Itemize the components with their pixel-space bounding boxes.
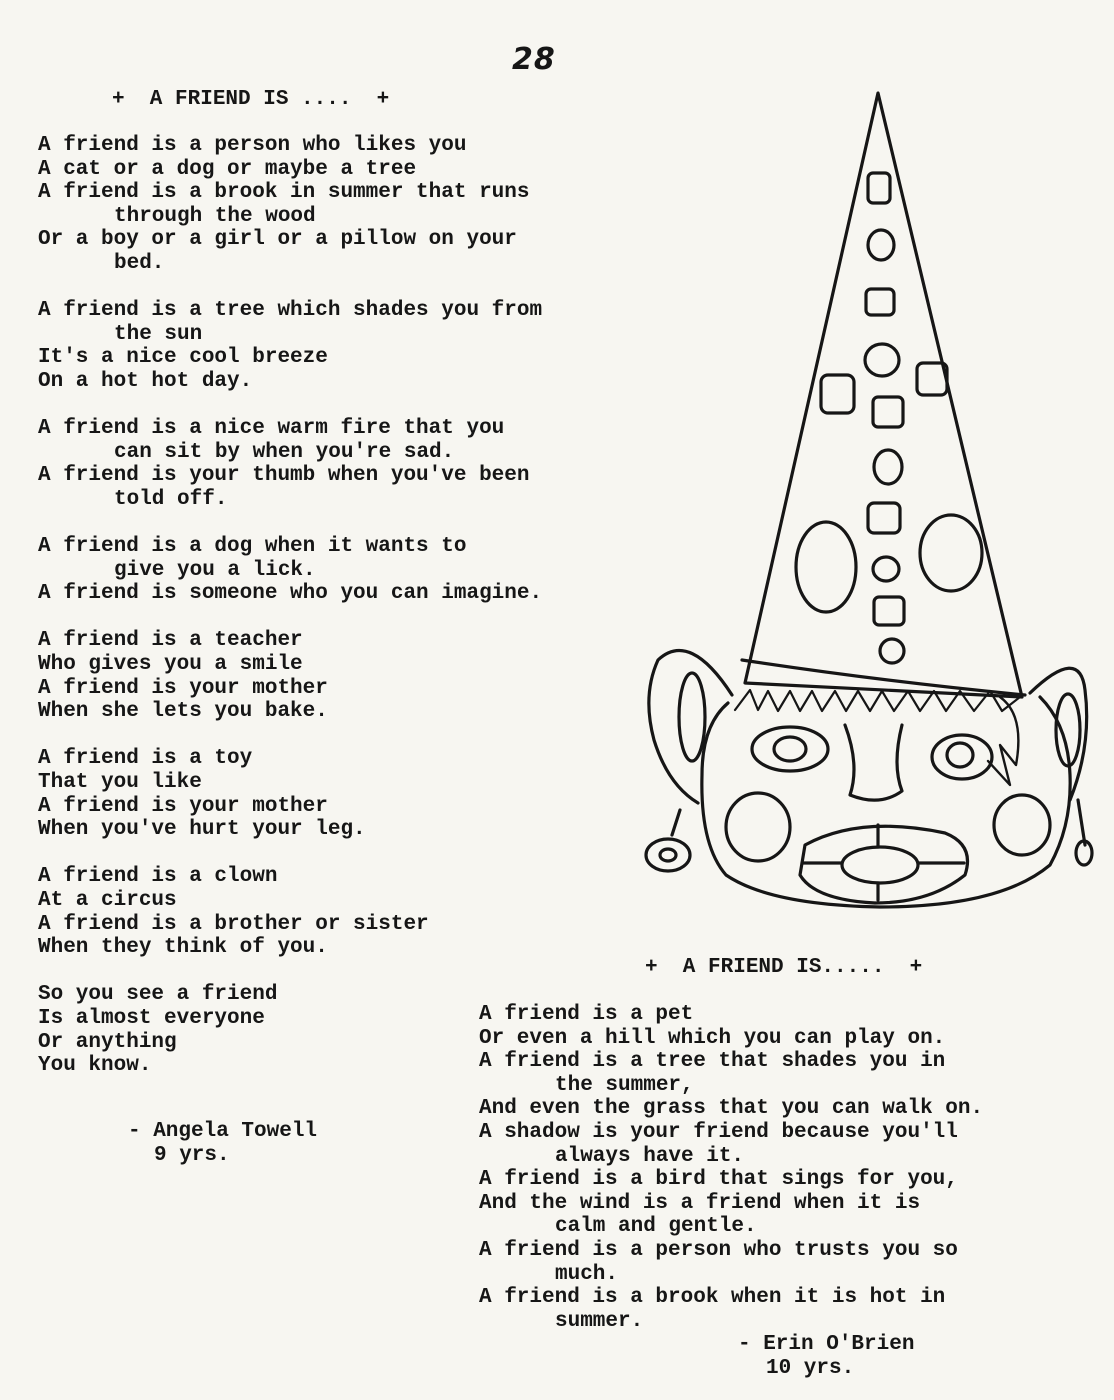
poem-line: A shadow is your friend because you'll — [479, 1120, 958, 1144]
poem-line: can sit by when you're sad. — [114, 440, 455, 464]
poem-line: always have it. — [555, 1144, 745, 1168]
poem-line: A friend is a tree that shades you in — [479, 1050, 946, 1074]
poem-line: calm and gentle. — [555, 1215, 757, 1239]
poem-line: A friend is a brother or sister — [38, 912, 429, 936]
poem-line: told off. — [114, 487, 228, 511]
poem2-age: 10 yrs. — [766, 1357, 855, 1380]
poem-line: A friend is a teacher — [38, 629, 303, 653]
poem-line: A friend is a clown — [38, 865, 278, 889]
poem-line: A friend is a brook in summer that runs — [38, 181, 530, 205]
stanza — [38, 983, 542, 1077]
poem-line: A friend is your mother — [38, 794, 328, 818]
poem-line: bed. — [114, 251, 165, 275]
poem-line: through the wood — [114, 204, 316, 228]
poem-line: Or a boy or a girl or a pillow on your — [38, 228, 517, 252]
poem-line: A friend is your thumb when you've been — [38, 464, 530, 488]
poem-line: give you a lick. — [114, 558, 316, 582]
poem-line: the sun — [114, 322, 203, 346]
poem-line: A friend is a nice warm fire that you — [38, 417, 505, 441]
poem-line: On a hot hot day. — [38, 369, 253, 393]
page-number: 28 — [512, 42, 556, 77]
stanza — [38, 629, 542, 723]
poem-line: At a circus — [38, 889, 177, 912]
poem-line: much. — [555, 1262, 619, 1286]
poem-line: A friend is a dog when it wants to — [38, 535, 467, 559]
poem-line: A friend is a person who likes you — [38, 134, 467, 157]
stanza — [38, 417, 542, 511]
poem-line: When she lets you bake. — [38, 700, 328, 724]
poem2-heading: + A FRIEND IS..... + — [645, 956, 923, 979]
poem-line: A friend is a bird that sings for you, — [479, 1168, 958, 1192]
poem-line: You know. — [38, 1054, 152, 1078]
poem-line: summer. — [555, 1309, 644, 1333]
poem-line: Or even a hill which you can play on. — [479, 1026, 946, 1050]
poem-line: A friend is a brook when it is hot in — [479, 1286, 946, 1310]
poem1-author: - Angela Towell — [128, 1120, 318, 1143]
poem-line: A cat or a dog or maybe a tree — [38, 157, 417, 181]
poem-line: A friend is your mother — [38, 676, 328, 700]
poem-line: Or anything — [38, 1030, 177, 1054]
poem-line: A friend is someone who you can imagine. — [38, 582, 543, 606]
poem-line: That you like — [38, 771, 202, 795]
poem-line: And even the grass that you can walk on. — [479, 1097, 984, 1121]
poem1-age: 9 yrs. — [154, 1144, 230, 1167]
poem2-body — [479, 1003, 983, 1357]
poem2-author: - Erin O'Brien — [738, 1333, 915, 1356]
poem1-heading: + A FRIEND IS .... + — [112, 88, 390, 111]
poem-line: the summer, — [555, 1073, 694, 1097]
poem-line: Is almost everyone — [38, 1006, 265, 1030]
stanza — [38, 747, 542, 841]
poem1-body — [38, 134, 542, 1101]
poem-line: When you've hurt your leg. — [38, 818, 366, 842]
stanza — [38, 299, 542, 393]
stanza — [38, 134, 542, 276]
poem-line: A friend is a tree which shades you from — [38, 299, 543, 323]
poem-line: So you see a friend — [38, 983, 278, 1007]
poem-line: A friend is a pet — [479, 1003, 694, 1026]
clown-face-drawing-icon — [640, 85, 1095, 925]
poem-line: It's a nice cool breeze — [38, 346, 328, 370]
stanza — [38, 535, 542, 606]
poem-line: When they think of you. — [38, 936, 328, 960]
stanza — [38, 865, 542, 959]
poem-line: Who gives you a smile — [38, 653, 303, 677]
poem-line: A friend is a toy — [38, 747, 253, 771]
poem-line: And the wind is a friend when it is — [479, 1191, 921, 1215]
stanza — [479, 1003, 983, 1333]
poem-line: A friend is a person who trusts you so — [479, 1238, 958, 1262]
